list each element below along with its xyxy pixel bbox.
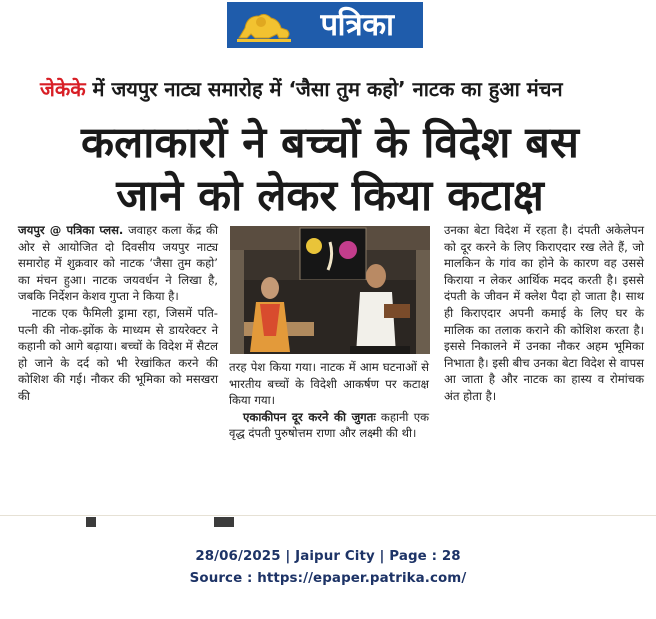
col1-paragraph-1: जवाहर कला केंद्र की ओर से आयोजित दो दिवसीय जयपुर नाट्य समारोह में शुक्रवार को नाटक ‘जैसा तुम कहो’ का मंचन हुआ। नाटक जयवर्धन ने लिखा है, जबकि निर्देशन केशव गुप्ता ने किया है।: [18, 223, 218, 304]
kicker-text: में जयपुर नाट्य समारोह में ‘जैसा तुम कहो’ नाटक का हुआ मंचन: [85, 77, 563, 101]
article-column-1: [18, 222, 218, 405]
col2-paragraph-2: कहानी एक वृद्ध दंपती पुरुषोत्तम राणा और लक्ष्मी की थी।: [229, 409, 430, 441]
article-kicker: [40, 75, 620, 103]
article-photo: [230, 226, 430, 354]
cut-off-next-article: [18, 515, 278, 527]
col2-subheading: एकाकीपन दूर करने की जुगतः: [243, 409, 376, 424]
footer-source: Source : https://epaper.patrika.com/: [189, 571, 467, 586]
masthead-brand: पत्रिका: [320, 7, 394, 43]
lion-emblem-icon: [235, 8, 293, 44]
kicker-highlight: जेकेके: [40, 77, 86, 101]
article-clipping: [0, 62, 656, 532]
dateline: जयपुर @ पत्रिका प्लस.: [18, 223, 124, 237]
footer-meta: 28/06/2025 | Jaipur City | Page : 28: [195, 549, 461, 564]
masthead-banner: [227, 2, 423, 48]
headline-line-1: कलाकारों ने बच्चों के विदेश बस: [81, 118, 579, 168]
col2-paragraph-1: तरह पेश किया गया। नाटक में आम घटनाओं से भारतीय बच्चों के विदेशी आकर्षण पर कटाक्ष किया गया।: [229, 360, 429, 408]
headline-line-2: जाने को लेकर किया कटाक्ष: [116, 171, 544, 221]
article-column-3: [444, 222, 644, 405]
col1-paragraph-2: नाटक एक फैमिली ड्रामा रहा, जिसमें पति-पत्नी की नोक-झोंक के माध्यम से डायरेक्टर ने कहानी को आगे बढ़ाया। बच्चों के विदेश में सैटल हो जाने के दर्द को भी रेखांकित करने की कोशिश की गई। नौकर की भूमिका को मसखरा की: [18, 305, 218, 403]
article-column-2: [229, 359, 429, 442]
col3-paragraph: उनका बेटा विदेश में रहता है। दंपती अकेलेपन को दूर करने के लिए किराएदार रख लेते हैं, जो मालकिन के गांव का होने के कारण वह उससे किराया न लेकर आर्थिक मदद करती है। इससे दंपती के जीवन में क्लेश पैदा हो जाता है। साथ ही किराएदार अपनी कमाई के लिए घर के मालिक का तलाक कराने की कोशिश करता है। इससे निकालने में उनका नौकर अहम भूमिका निभाता है। इसी बीच उनका बेटा विदेश से वापस आ जाता है और नाटक का हास्य व रोमांचक अंत होता है।: [444, 223, 644, 403]
stage-scene-image: [230, 226, 430, 354]
